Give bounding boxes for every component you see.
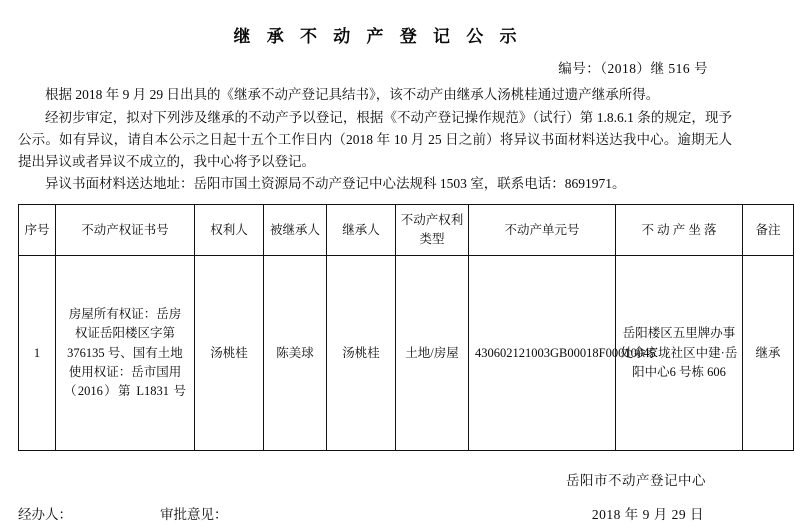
paragraph-1: 根据 2018 年 9 月 29 日出具的《继承不动产登记具结书》，该不动产由继承人汤桃桂通过遗产继承所得。 <box>45 87 660 102</box>
issue-date: 2018 年 9 月 29 日 <box>591 507 704 523</box>
registration-table <box>18 204 794 451</box>
table-header <box>19 205 794 256</box>
cell-certificate: 房屋所有权证：岳房权证岳阳楼区字第 376135 号、国有土地使用权证：岳市国用（2016）第 L1831 号 <box>56 256 195 451</box>
page-title: 继 承 不 动 产 登 记 公 示 <box>233 27 523 46</box>
cell-remark: 继承 <box>743 256 794 451</box>
paragraph-3: 异议书面材料送达地址：岳阳市国土资源局不动产登记中心法规科 1503 室，联系电话：8691971。 <box>45 176 626 192</box>
cell-owner: 汤桃桂 <box>195 256 264 451</box>
header-location: 不 动 产 坐 落 <box>616 205 743 256</box>
cell-heir: 汤桃桂 <box>327 256 396 451</box>
paragraph-2: 经初步审定，拟对下列涉及继承的不动产予以登记，根据《不动产登记操作规范》（试行）第 1.8.6.1 条的规定，现予公示。如有异议，请自本公示之日起十五个工作日内（2018 年 10 月 25 日之前）将异议书面材料送达我中心。逾期无人提出异议或者异议不成立的，我中心将予以登记。 <box>18 109 732 169</box>
cell-right-type: 土地/房屋 <box>396 256 469 451</box>
table-body <box>19 256 794 451</box>
table-header-row <box>19 205 794 256</box>
header-remark: 备注 <box>743 205 794 256</box>
document-number: 编号：（2018）继 516 号 <box>558 61 708 76</box>
public-notice-page <box>0 22 781 523</box>
header-decedent: 被继承人 <box>264 205 327 256</box>
cell-unit-number: 430602121003GB00018F00010045 <box>469 256 616 451</box>
notice-body <box>18 84 732 195</box>
table-row <box>19 256 794 451</box>
header-seq: 序号 <box>19 205 56 256</box>
cell-seq: 1 <box>19 256 56 451</box>
header-certificate: 不动产权证书号 <box>56 205 195 256</box>
header-owner: 权利人 <box>195 205 264 256</box>
header-unit-number: 不动产单元号 <box>469 205 616 256</box>
header-right-type: 不动产权利类型 <box>396 205 469 256</box>
handler-label: 经办人： <box>18 507 72 523</box>
footer <box>18 503 730 523</box>
cell-location: 岳阳楼区五里牌办事处余家垅社区中建·岳阳中心6 号栋 606 <box>616 256 743 451</box>
issuing-authority: 岳阳市不动产登记中心 <box>566 473 706 489</box>
cell-decedent: 陈美球 <box>264 256 327 451</box>
approval-label: 审批意见： <box>160 507 228 523</box>
header-heir: 继承人 <box>327 205 396 256</box>
